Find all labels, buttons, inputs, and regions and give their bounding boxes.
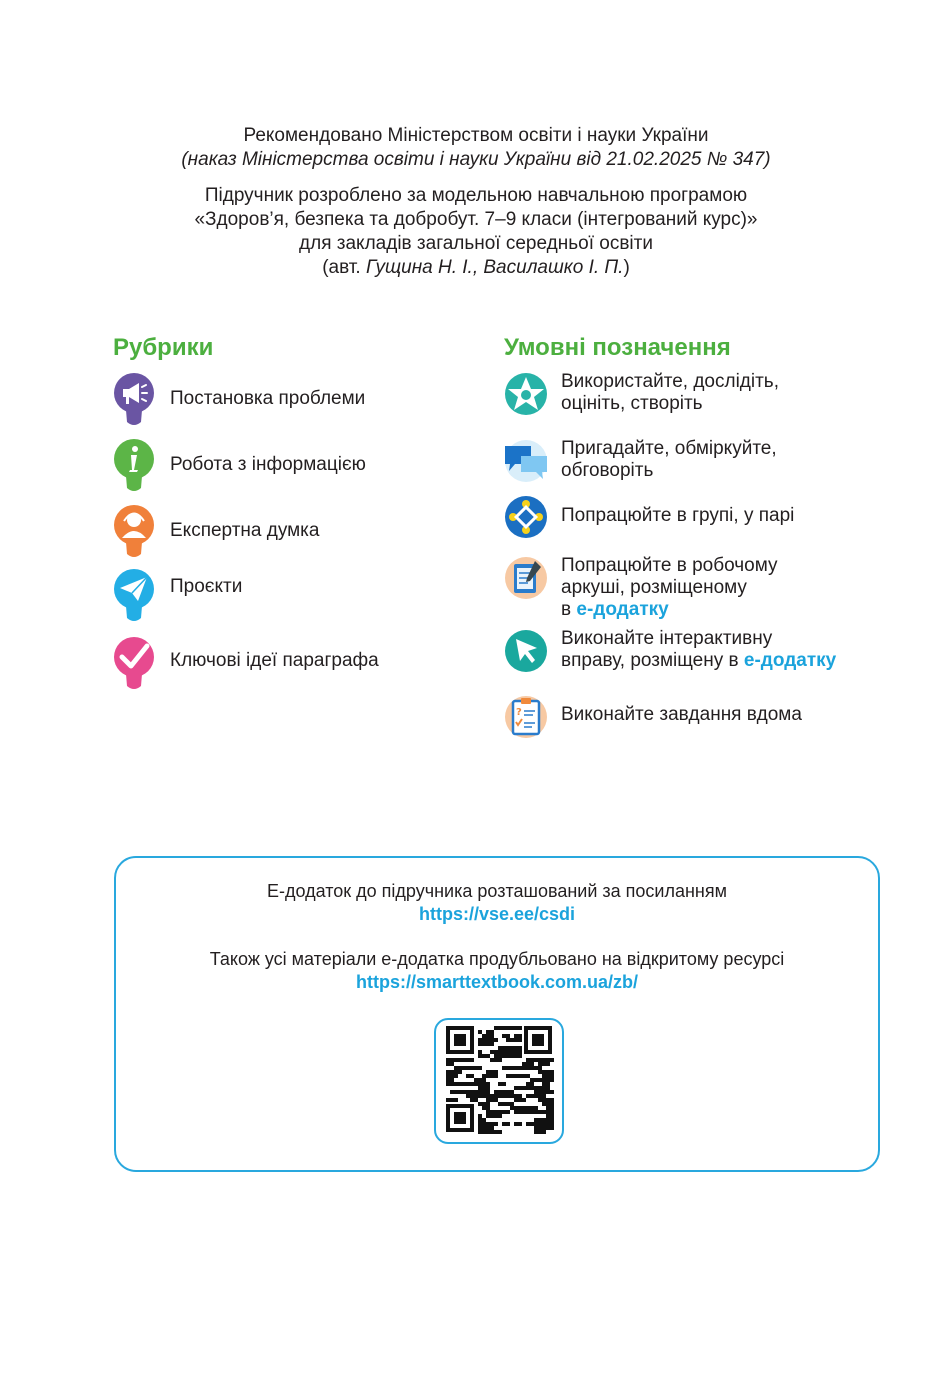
- vse-link[interactable]: https://vse.ee/csdi: [418, 904, 576, 924]
- rubric-label-information: Робота з інформацією: [170, 454, 366, 475]
- approval-line: Рекомендовано Міністерством освіти і науки України: [243, 125, 709, 146]
- order-line: (наказ Міністерства освіти і науки України від 21.02.2025 № 347): [181, 149, 771, 170]
- rubrics-title: Рубрики: [113, 334, 214, 361]
- megaphone-icon: [112, 372, 156, 428]
- rubric-label-problem: Постановка проблеми: [170, 388, 366, 409]
- authors-line: (авт. Гущина Н. І., Василашко І. П.): [322, 257, 630, 278]
- program-line-2: «Здоров’я, безпека та добробут. 7–9 класи (інтегрований курс)»: [194, 209, 758, 230]
- rubric-item-expert: [112, 504, 320, 560]
- worksheet-icon: [503, 555, 549, 601]
- group-icon: [503, 494, 549, 540]
- homework-icon: [503, 694, 549, 740]
- mirror-resource-text: Також усі матеріали е-додатка продубльовано на відкритому ресурсі: [209, 949, 785, 969]
- rubric-item-problem: [112, 372, 366, 428]
- symbols-title: Умовні позначення: [504, 334, 731, 361]
- star-icon: [503, 371, 549, 417]
- symbol-text-interactive: Виконайте інтерактивну вправу, розміщену в е-додатку: [561, 628, 837, 671]
- e-dodatok-link[interactable]: е-додатку: [576, 599, 669, 620]
- rubric-label-key-ideas: Ключові ідеї параграфа: [170, 650, 379, 671]
- symbol-text-worksheet: Попрацюйте в робочому аркуші, розміщеному в е-додатку: [561, 555, 778, 620]
- symbol-text-explore: Використайте, дослідіть, оцініть, створіть: [561, 371, 779, 414]
- symbol-text-group: Попрацюйте в групі, у парі: [561, 505, 795, 526]
- program-line-3: для закладів загальної середньої освіти: [299, 233, 653, 254]
- svg-text:?: ?: [516, 707, 522, 718]
- program-line-1: Підручник розроблено за модельною навчальною програмою: [204, 185, 748, 206]
- paper-plane-icon: [112, 568, 156, 624]
- checkmark-icon: [112, 636, 156, 692]
- approval-header: [0, 124, 952, 280]
- e-dodatok-text: Е-додаток до підручника розташований за посиланням: [267, 881, 727, 901]
- info-icon: [112, 438, 156, 494]
- expert-icon: [112, 504, 156, 560]
- rubric-label-expert: Експертна думка: [170, 520, 320, 541]
- rubric-label-projects: Проєкти: [170, 576, 243, 597]
- symbol-text-discuss: Пригадайте, обміркуйте, обговоріть: [561, 438, 777, 481]
- e-dodatok-link[interactable]: е-додатку: [743, 650, 837, 671]
- smarttextbook-link[interactable]: https://smarttextbook.com.ua/zb/: [355, 972, 639, 992]
- symbol-text-homework: Виконайте завдання вдома: [561, 704, 802, 725]
- cursor-icon: [503, 628, 549, 674]
- chat-bubbles-icon: [503, 438, 549, 484]
- e-dodatok-box: [114, 856, 880, 1172]
- rubric-item-information: [112, 438, 366, 494]
- rubric-item-key-ideas: [112, 636, 379, 692]
- qr-code[interactable]: [434, 1018, 564, 1144]
- rubric-item-projects: [112, 568, 243, 624]
